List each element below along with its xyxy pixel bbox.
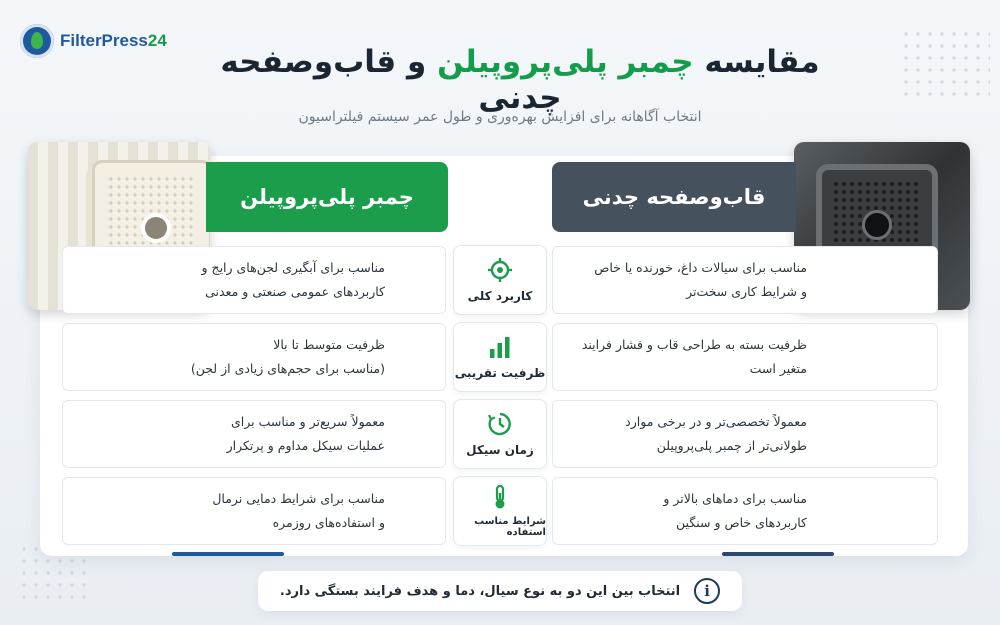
pp-cell-capacity: ظرفیت متوسط تا بالا (مناسب برای حجم‌های زیادی از لجن) bbox=[62, 323, 446, 391]
pp-cell-cycle-time: معمولاً سریع‌تر و مناسب برای عملیات سیکل مداوم و پرتکرار bbox=[62, 400, 446, 468]
logo-drop-icon bbox=[20, 24, 54, 58]
ci-cell-general-use: مناسب برای سیالات داغ، خورنده یا خاص و شرایط کاری سخت‌تر bbox=[552, 246, 938, 314]
header-cast-iron: قاب‌وصفحه چدنی bbox=[552, 162, 796, 232]
ci-cell-usage-conditions: مناسب برای دماهای بالاتر و کاربردهای خاص و سنگین bbox=[552, 477, 938, 545]
criterion-capacity: ظرفیت تقریبی bbox=[453, 322, 547, 392]
pp-cell-general-use: مناسب برای آبگیری لجن‌های رایج و کاربردهای عمومی صنعتی و معدنی bbox=[62, 246, 446, 314]
ci-cell-cycle-time: معمولاً تخصصی‌تر و در برخی موارد طولانی‌تر از چمبر پلی‌پروپیلن bbox=[552, 400, 938, 468]
clock-icon bbox=[487, 411, 513, 437]
accent-bar-right bbox=[722, 552, 834, 556]
bar-chart-icon bbox=[487, 334, 513, 360]
criterion-cycle-time: زمان سیکل bbox=[453, 399, 547, 469]
thermometer-icon bbox=[487, 484, 513, 510]
criterion-general-use: کاربرد کلی bbox=[453, 245, 547, 315]
page-subtitle: انتخاب آگاهانه برای افزایش بهره‌وری و طول عمر سیستم فیلتراسیون bbox=[298, 109, 702, 125]
accent-bar-left bbox=[172, 552, 284, 556]
header-polypropylene: چمبر پلی‌پروپیلن bbox=[206, 162, 448, 232]
criterion-usage-conditions: شرایط مناسب استفاده bbox=[453, 476, 547, 546]
page-title: مقایسه چمبر پلی‌پروپیلن و قاب‌وصفحه چدنی bbox=[220, 44, 820, 116]
brand-logo[interactable] bbox=[20, 24, 167, 58]
pp-cell-usage-conditions: مناسب برای شرایط دمایی نرمال و استفاده‌های روزمره bbox=[62, 477, 446, 545]
decor-dots-top-right bbox=[900, 28, 990, 98]
info-icon: i bbox=[694, 578, 720, 604]
info-note: i انتخاب بین این دو به نوع سیال، دما و هدف فرایند بستگی دارد. bbox=[258, 571, 742, 611]
brand-name: FilterPress24 bbox=[60, 31, 167, 50]
target-icon bbox=[487, 257, 513, 283]
ci-cell-capacity: ظرفیت بسته به طراحی قاب و فشار فرایند متغیر است bbox=[552, 323, 938, 391]
